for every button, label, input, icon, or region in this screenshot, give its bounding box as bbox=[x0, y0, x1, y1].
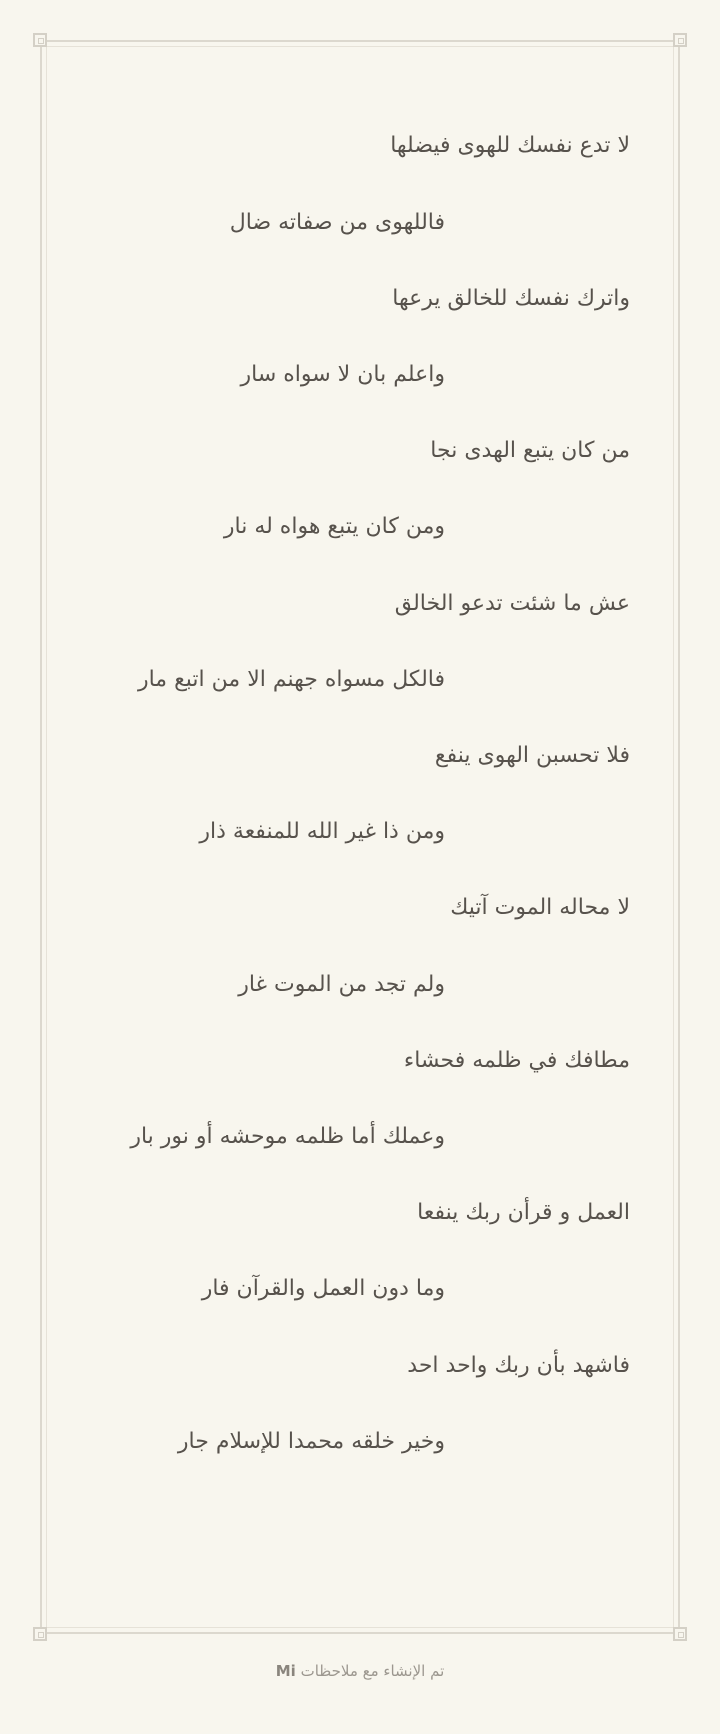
poem-line-15: العمل و قرأن ربك ينفعا bbox=[417, 1200, 630, 1225]
poem-line-7: عش ما شئت تدعو الخالق bbox=[394, 591, 630, 616]
poem-line-18: وخير خلقه محمدا للإسلام جار bbox=[177, 1429, 445, 1454]
footer-brand-logo: Mi bbox=[275, 1662, 296, 1680]
corner-ornament-bottom-right bbox=[673, 1627, 687, 1641]
poem-line-8: فالكل مسواه جهنم الا من اتبع مار bbox=[137, 667, 445, 692]
poem-line-4: واعلم بان لا سواه سار bbox=[240, 362, 445, 387]
poem-line-1: لا تدع نفسك للهوى فيضلها bbox=[390, 133, 630, 158]
poem-line-11: لا محاله الموت آتيك bbox=[450, 895, 630, 920]
poem-line-14: وعملك أما ظلمه موحشه أو نور بار bbox=[130, 1124, 445, 1149]
poem-line-5: من كان يتبع الهدى نجا bbox=[430, 438, 630, 463]
poem-line-13: مطافك في ظلمه فحشاء bbox=[403, 1048, 630, 1073]
poem-line-17: فاشهد بأن ربك واحد احد bbox=[407, 1353, 630, 1378]
footer-credit bbox=[0, 1662, 720, 1680]
footer-credit-text: تم الإنشاء مع ملاحظات bbox=[300, 1662, 445, 1680]
corner-ornament-bottom-left bbox=[33, 1627, 47, 1641]
poem-line-2: فاللهوى من صفاته ضال bbox=[229, 210, 445, 235]
poem-line-3: واترك نفسك للخالق يرعها bbox=[392, 286, 630, 311]
poem-line-16: وما دون العمل والقرآن فار bbox=[201, 1276, 445, 1301]
poem-line-12: ولم تجد من الموت غار bbox=[238, 972, 445, 997]
poem-line-10: ومن ذا غير الله للمنفعة ذار bbox=[199, 819, 445, 844]
poem-line-9: فلا تحسبن الهوى ينفع bbox=[434, 743, 630, 768]
poem-line-6: ومن كان يتبع هواه له نار bbox=[223, 514, 445, 539]
